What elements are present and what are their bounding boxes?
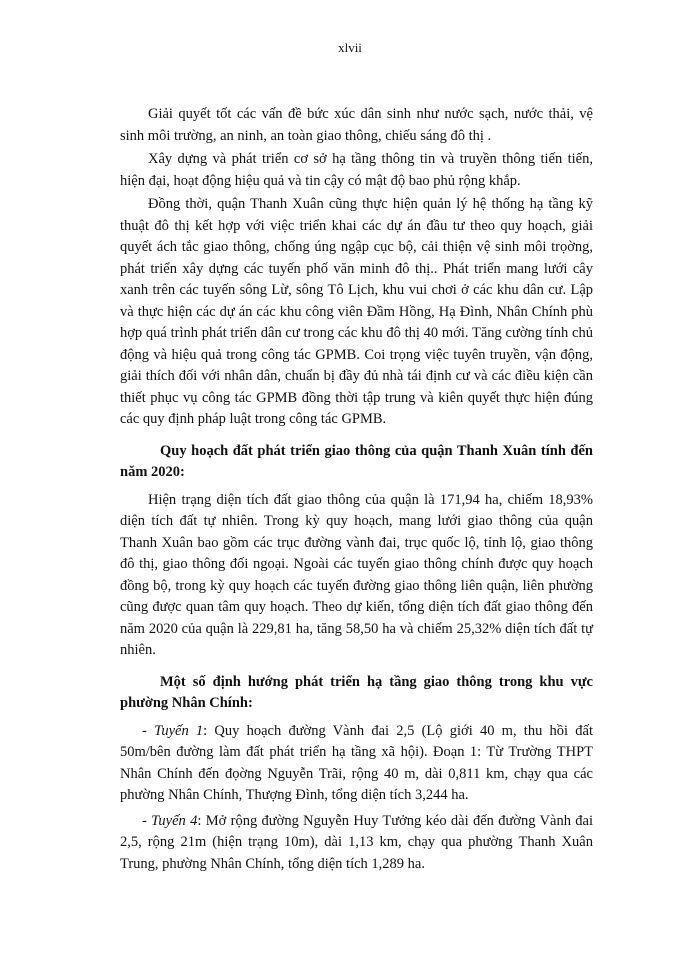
paragraph-infrastructure: Đồng thời, quận Thanh Xuân cũng thực hiện quản lý hệ thống hạ tầng kỹ thuật đô thị kết hợp với việc triển khai các dự án đầu tư theo quy hoạch, giải quyết ách tắc giao thông, chống úng ngập cục bộ, cải thiện vệ sinh môi trọờng, phát triển xây dựng các tuyến phố văn minh đô thị.. Phát triển mang lưới cây xanh trên các tuyến sông Lừ, sông Tô Lịch, khu vui chơi ở các khu dân cư. Lập và thực hiện các dự án các khu công viên Đầm Hồng, Hạ Đình, Nhân Chính phù hợp quá trình phát triển dân cư trong các khu đô thị 40 mới. Tăng cường tính chủ động và hiệu quả trong công tác GPMB. Coi trọng việc tuyên truyền, vận động, giải thích đối với nhân dân, chuẩn bị đầy đủ nhà tái định cư và các điều kiện cần thiết phục vụ công tác GPMB đồng thời tập trung và kiên quyết thực hiện đúng các quy định pháp luật trong công tác GPMB.	[120, 196, 593, 427]
route-1-text: : Quy hoạch đường Vành đai 2,5 (Lộ giới 40 m, thu hồi đất 50m/bên đường làm đất phát triển hạ tầng xã hội). Đoạn 1: Từ Trường THPT Nhân Chính đến đọờng Nguyễn Trãi, rộng 40 m, dài 0,811 km, chạy qua các phường Nhân Chính, Thượng Đình, tổng diện tích 3,244 ha.	[120, 722, 593, 803]
route-4-prefix: -	[142, 812, 152, 829]
route-4-paragraph	[120, 811, 593, 876]
route-4-label: Tuyến 4	[151, 812, 198, 829]
paragraph-telecom: Xây dựng và phát triển cơ sở hạ tầng thông tin và truyền thông tiến tiến, hiện đại, hoạt động hiệu quả và tin cậy có mật độ bao phủ rộng khắp.	[120, 151, 593, 189]
section-heading-transport-land: Quy hoạch đất phát triển giao thông của quận Thanh Xuân tính đến năm 2020:	[120, 442, 593, 480]
section-heading-nhan-chinh: Một số định hướng phát triển hạ tầng giao thông trong khu vực phường Nhân Chính:	[120, 673, 593, 711]
page-number: xlvii	[338, 40, 362, 55]
paragraph-transport-land: Hiện trạng diện tích đất giao thông của quận là 171,94 ha, chiếm 18,93% diện tích đất tự nhiên. Trong kỳ quy hoạch, mang lưới giao thông của quận Thanh Xuân bao gồm các trục đường vành đai, trục quốc lộ, tỉnh lộ, giao thông đô thị, giao thông đối ngoại. Ngoài các tuyến giao thông chính được quy hoạch đồng bộ, trong kỳ quy hoạch các tuyến đường giao thông liên quận, liên phường cũng được quan tâm quy hoạch. Theo dự kiến, tổng diện tích đất giao thông đến năm 2020 của quận là 229,81 ha, tăng 58,50 ha và chiếm 25,32% diện tích đất tự nhiên.	[120, 491, 593, 658]
route-1-paragraph	[120, 721, 593, 807]
route-4-text: : Mở rộng đường Nguyễn Huy Tưởng kéo dài đến đường Vành đai 2,5, rộng 21m (hiện trạng 10m), dài 1,13 km, chạy qua phường Thanh Xuân Trung, phường Nhân Chính, tổng diện tích 1,289 ha.	[120, 812, 593, 872]
route-1-prefix: -	[142, 722, 155, 739]
body-text	[120, 104, 593, 875]
route-1-label: Tuyến 1	[154, 722, 204, 739]
paragraph-sanitation: Giải quyết tốt các vấn đề bức xúc dân sinh như nước sạch, nước thải, vệ sinh môi trường, an ninh, an toàn giao thông, chiếu sáng đô thị .	[120, 106, 593, 144]
